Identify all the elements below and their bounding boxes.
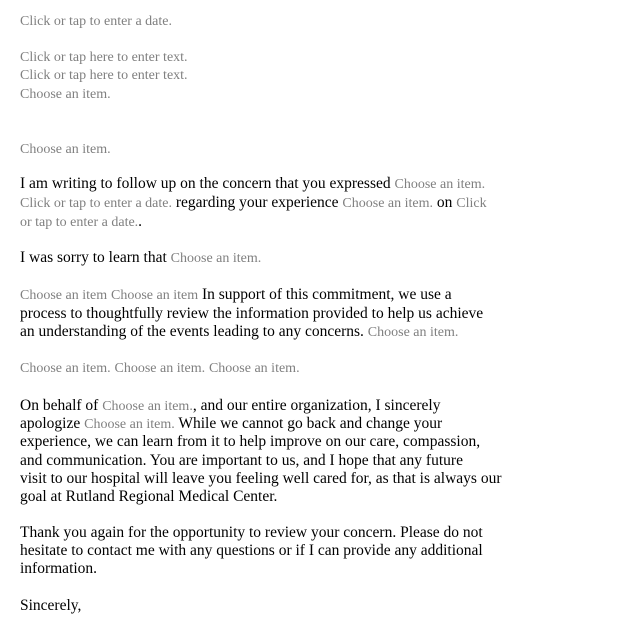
para6-line3	[20, 560, 97, 578]
issue-dropdown[interactable]: Choose an item.	[170, 251, 262, 266]
para1-line3	[20, 213, 142, 232]
para6-text-c: information.	[20, 560, 98, 577]
para3-line3	[20, 323, 458, 342]
para3-text-c: an understanding of the events leading to any concerns.	[20, 323, 368, 340]
recipient-name-field[interactable]: Click or tap here to enter text.	[20, 50, 188, 65]
para5-text-f: and communication. You are important to us, and I hope that any future	[20, 452, 463, 469]
recipient-item-line	[20, 85, 111, 104]
salutation-dropdown[interactable]: Choose an item.	[20, 142, 111, 157]
para3-line1	[20, 286, 452, 305]
findings-dropdown-3[interactable]: Choose an item.	[208, 361, 300, 376]
commitment-dropdown-1[interactable]: Choose an item	[20, 288, 108, 303]
recipient-name-line	[20, 48, 188, 67]
findings-dropdown-2[interactable]: Choose an item.	[114, 361, 206, 376]
experience-date-field-start[interactable]: Click	[456, 196, 487, 211]
concern-method-dropdown[interactable]: Choose an item.	[394, 177, 486, 192]
para6-text-b: hesitate to contact me with any questions or if I can provide any additional	[20, 542, 483, 559]
closing-line	[20, 597, 81, 615]
para5-text-e: experience, we can learn from it to help improve on our care, compassion,	[20, 433, 481, 450]
para5-text-a: On behalf of	[20, 397, 103, 414]
recipient-address-line	[20, 66, 188, 85]
para1-period: .	[138, 213, 143, 230]
commitment-dropdown-2[interactable]: Choose an item	[110, 288, 199, 303]
behalf-of-dropdown[interactable]: Choose an item.	[102, 399, 193, 414]
review-outcome-dropdown[interactable]: Choose an item.	[367, 325, 459, 340]
para1-line2	[20, 194, 487, 213]
concern-date-field[interactable]: Click or tap to enter a date.	[20, 196, 172, 211]
para5-text-d: While we cannot go back and change your	[174, 415, 443, 432]
para4-line1	[20, 359, 300, 378]
para3-line2	[20, 305, 483, 323]
para5-text-g: visit to our hospital will leave you feeling well cared for, as that is always our	[20, 470, 502, 487]
para5-line4	[20, 452, 463, 470]
para5-line2	[20, 415, 442, 434]
para3-text-b: process to thoughtfully review the information provided to help us achieve	[20, 305, 484, 322]
para5-line6	[20, 488, 277, 506]
closing-text: Sincerely,	[20, 597, 82, 614]
para2-line1	[20, 249, 261, 268]
experience-type-dropdown[interactable]: Choose an item.	[342, 196, 434, 211]
para1-line1	[20, 175, 485, 194]
para6-text-a: Thank you again for the opportunity to review your concern. Please do not	[20, 524, 483, 541]
recipient-dropdown[interactable]: Choose an item.	[20, 87, 111, 102]
para5-text-b: , and our entire organization, I sincerely	[192, 397, 441, 414]
para5-line1	[20, 397, 440, 416]
para1-text-c: on	[433, 194, 457, 211]
date-picker-field[interactable]: Click or tap to enter a date.	[20, 14, 172, 29]
para5-text-c: apologize	[20, 415, 85, 432]
findings-dropdown-1[interactable]: Choose an item.	[20, 361, 111, 376]
recipient-address-field[interactable]: Click or tap here to enter text.	[20, 68, 188, 83]
para5-line5	[20, 470, 501, 488]
apology-dropdown[interactable]: Choose an item.	[84, 417, 175, 432]
salutation-line	[20, 140, 111, 159]
para1-text-b: regarding your experience	[172, 194, 343, 211]
para3-text-a: In support of this commitment, we use a	[198, 286, 452, 303]
para6-line1	[20, 524, 483, 542]
para5-text-h: goal at Rutland Regional Medical Center.	[20, 488, 278, 505]
para6-line2	[20, 542, 483, 560]
experience-date-field-end[interactable]: or tap to enter a date.	[20, 215, 139, 230]
header-date-line	[20, 12, 172, 31]
para1-text-a: I am writing to follow up on the concern that you expressed	[20, 175, 395, 192]
para5-line3	[20, 433, 480, 451]
para2-text: I was sorry to learn that	[20, 249, 171, 266]
